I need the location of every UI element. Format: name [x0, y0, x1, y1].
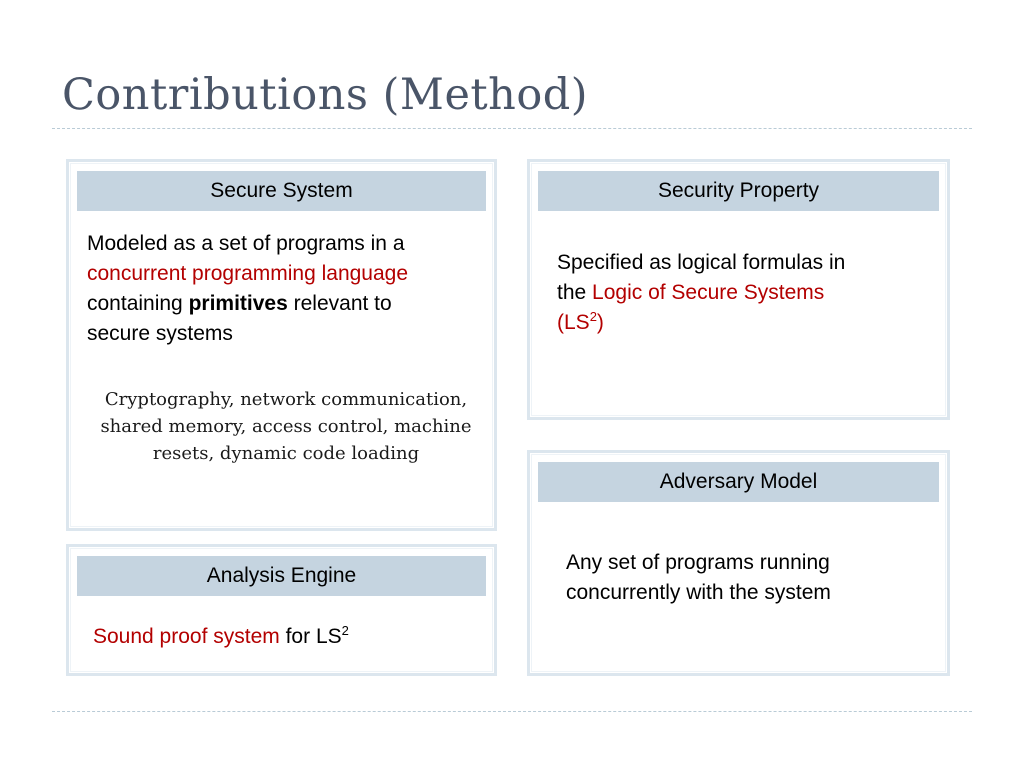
adversary-model-description	[566, 548, 936, 608]
sound-proof-system: Sound proof system	[93, 625, 280, 648]
security-property-line-2	[557, 278, 937, 308]
footer-divider	[52, 711, 972, 712]
title-divider	[52, 128, 972, 129]
security-property-description	[557, 248, 937, 338]
security-property-line-3	[557, 308, 937, 338]
primitives-bold: primitives	[188, 292, 288, 315]
ls-close-paren: )	[596, 311, 604, 334]
secure-system-line-2: concurrent programming language	[87, 262, 409, 285]
adversary-model-header: Adversary Model	[538, 462, 939, 502]
secure-system-description	[87, 229, 487, 349]
secure-system-header: Secure System	[77, 171, 486, 211]
security-property-line-1: Specified as logical formulas in	[557, 251, 846, 274]
adversary-model-line-2: concurrently with the system	[566, 581, 831, 604]
secure-system-line-3a: containing	[87, 292, 189, 315]
logic-of-secure-systems: Logic of Secure Systems	[592, 281, 825, 304]
security-property-line-2a: the	[557, 281, 593, 304]
analysis-engine-for-ls: for LS	[279, 625, 342, 648]
secure-system-examples: Cryptography, network communication, shared memory, access control, machine resets, dynamic code loading	[100, 389, 472, 464]
slide-title: Contributions (Method)	[62, 70, 589, 120]
secure-system-line-1: Modeled as a set of programs in a	[87, 232, 405, 255]
adversary-model-line-1: Any set of programs running	[566, 551, 830, 574]
analysis-engine-superscript: 2	[341, 623, 349, 638]
secure-system-line-3	[87, 289, 487, 319]
analysis-engine-description	[93, 622, 483, 652]
ls-superscript: 2	[589, 309, 597, 324]
analysis-engine-header: Analysis Engine	[77, 556, 486, 596]
security-property-header: Security Property	[538, 171, 939, 211]
secure-system-line-3c: relevant to	[287, 292, 392, 315]
ls-label: (LS	[557, 311, 590, 334]
secure-system-line-4: secure systems	[87, 322, 233, 345]
